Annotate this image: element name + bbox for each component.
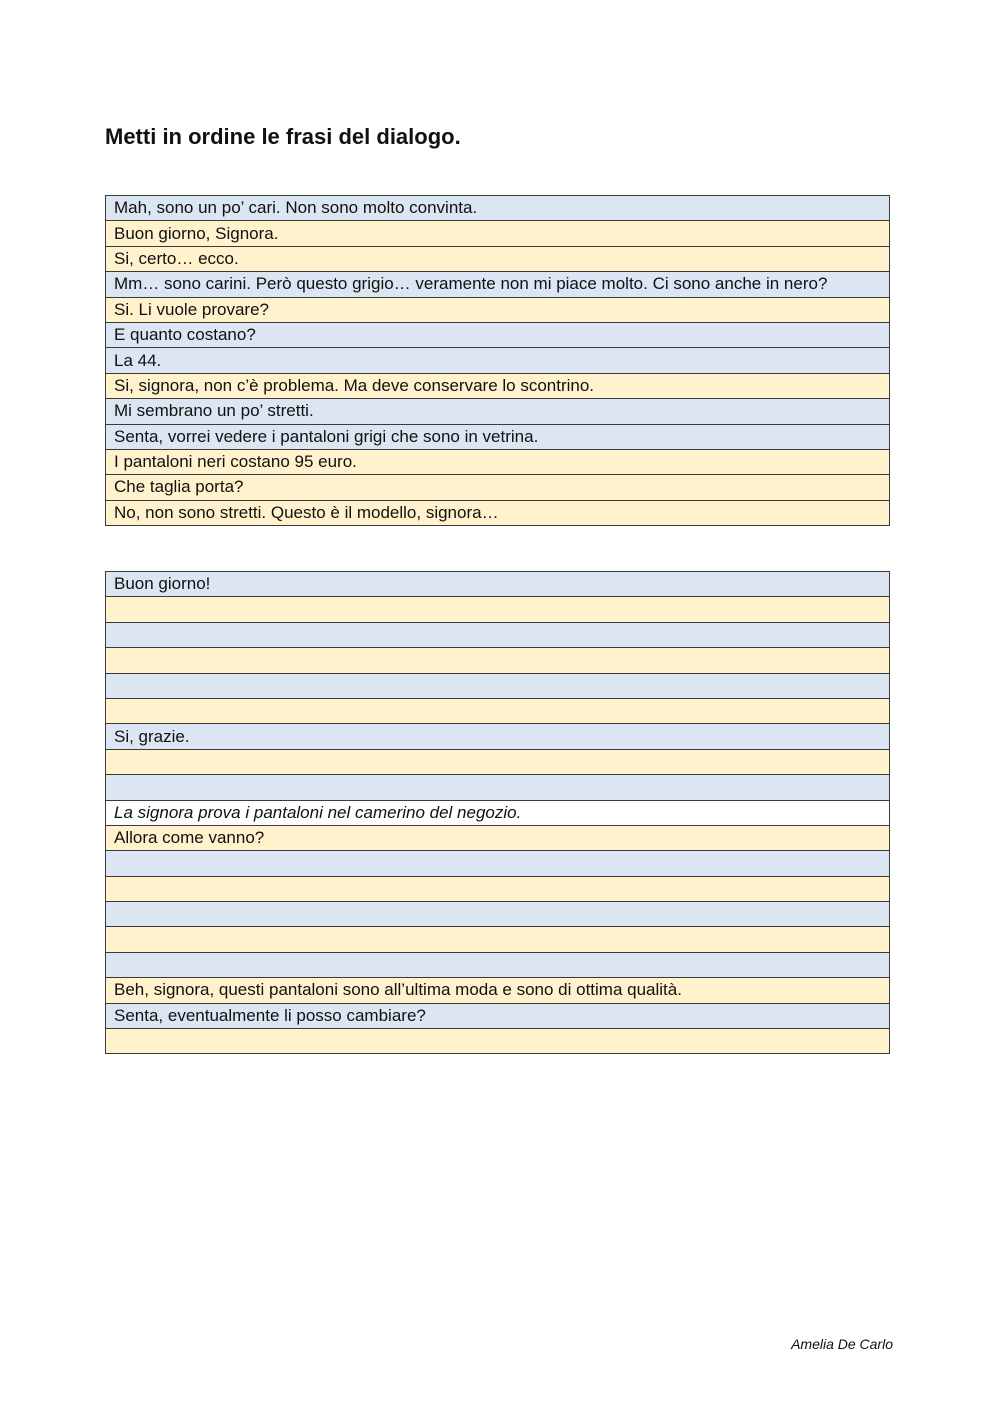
- dialog-row: [106, 775, 890, 800]
- dialog-row-cell: La signora prova i pantaloni nel camerino del negozio.: [106, 800, 890, 825]
- dialog-row: [106, 825, 890, 850]
- sentence-row-cell: Senta, vorrei vedere i pantaloni grigi che sono in vetrina.: [106, 424, 890, 449]
- sentence-row-cell: I pantaloni neri costano 95 euro.: [106, 449, 890, 474]
- dialog-row: [106, 978, 890, 1003]
- dialog-row-cell[interactable]: [106, 597, 890, 622]
- dialog-row: [106, 1003, 890, 1028]
- dialog-row-cell[interactable]: [106, 876, 890, 901]
- sentence-row-cell: Si, signora, non c’è problema. Ma deve conservare lo scontrino.: [106, 373, 890, 398]
- dialog-row-cell[interactable]: [106, 927, 890, 952]
- dialog-row-cell[interactable]: [106, 775, 890, 800]
- sentence-row-cell: Si. Li vuole provare?: [106, 297, 890, 322]
- dialog-row: [106, 902, 890, 927]
- sentence-row-cell: Mi sembrano un po’ stretti.: [106, 399, 890, 424]
- dialog-row-cell[interactable]: [106, 673, 890, 698]
- dialog-row: [106, 800, 890, 825]
- sentence-row: [106, 348, 890, 373]
- sentence-row-cell: Buon giorno, Signora.: [106, 221, 890, 246]
- dialog-row-cell[interactable]: [106, 749, 890, 774]
- sentence-row: [106, 221, 890, 246]
- dialog-row-cell[interactable]: [106, 698, 890, 723]
- sentence-row-cell: Mah, sono un po’ cari. Non sono molto convinta.: [106, 196, 890, 221]
- dialog-row: [106, 572, 890, 597]
- sentence-row: [106, 373, 890, 398]
- sentence-row: [106, 196, 890, 221]
- sentence-row: [106, 500, 890, 525]
- dialog-row: [106, 927, 890, 952]
- shuffled-sentences-table: [105, 195, 890, 526]
- dialog-row-cell[interactable]: [106, 952, 890, 977]
- sentence-row: [106, 449, 890, 474]
- ordered-dialog-table: [105, 571, 890, 1054]
- dialog-row-cell: Allora come vanno?: [106, 825, 890, 850]
- dialog-row: [106, 749, 890, 774]
- dialog-row-cell[interactable]: [106, 902, 890, 927]
- dialog-row: [106, 1029, 890, 1054]
- sentence-row-cell: No, non sono stretti. Questo è il modello, signora…: [106, 500, 890, 525]
- page-title: Metti in ordine le frasi del dialogo.: [105, 124, 461, 149]
- sentence-row: [106, 272, 890, 297]
- sentence-row: [106, 322, 890, 347]
- sentence-row: [106, 297, 890, 322]
- author-credit: Amelia De Carlo: [791, 1336, 893, 1352]
- sentence-row-cell: La 44.: [106, 348, 890, 373]
- sentence-row-cell: E quanto costano?: [106, 322, 890, 347]
- dialog-row: [106, 648, 890, 673]
- sentence-row: [106, 399, 890, 424]
- dialog-row: [106, 698, 890, 723]
- dialog-row-cell[interactable]: [106, 851, 890, 876]
- dialog-row-cell: Buon giorno!: [106, 572, 890, 597]
- dialog-row: [106, 952, 890, 977]
- dialog-row: [106, 876, 890, 901]
- dialog-row-cell: Senta, eventualmente li posso cambiare?: [106, 1003, 890, 1028]
- sentence-row-cell: Si, certo… ecco.: [106, 246, 890, 271]
- sentence-row: [106, 424, 890, 449]
- dialog-row: [106, 597, 890, 622]
- sentence-row: [106, 475, 890, 500]
- sentence-row: [106, 246, 890, 271]
- dialog-row: [106, 851, 890, 876]
- dialog-row-cell: Si, grazie.: [106, 724, 890, 749]
- dialog-row: [106, 622, 890, 647]
- sentence-row-cell: Mm… sono carini. Però questo grigio… veramente non mi piace molto. Ci sono anche in nero?: [106, 272, 890, 297]
- dialog-row: [106, 724, 890, 749]
- dialog-row-cell[interactable]: [106, 622, 890, 647]
- sentence-row-cell: Che taglia porta?: [106, 475, 890, 500]
- dialog-row-cell[interactable]: [106, 1029, 890, 1054]
- dialog-row-cell[interactable]: [106, 648, 890, 673]
- dialog-row: [106, 673, 890, 698]
- dialog-row-cell: Beh, signora, questi pantaloni sono all’ultima moda e sono di ottima qualità.: [106, 978, 890, 1003]
